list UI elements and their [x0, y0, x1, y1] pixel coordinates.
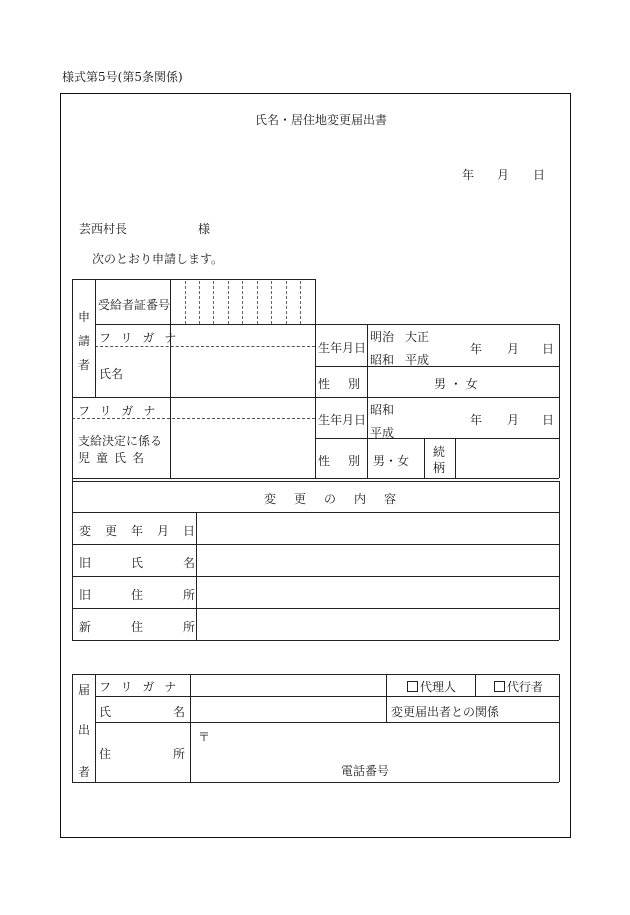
- notifier-relationship-label: 変更届出者との関係: [391, 705, 500, 719]
- change-row-date: 変更年月日: [79, 524, 210, 538]
- request-text: 次のとおり申請します。: [92, 252, 224, 266]
- rule: [72, 544, 559, 545]
- rule: [72, 512, 559, 513]
- digit-divider: [271, 281, 272, 324]
- rule: [170, 324, 171, 478]
- date-day-label: 日: [533, 168, 546, 182]
- notifier-name-label: 氏名: [99, 705, 248, 719]
- rule: [95, 279, 96, 397]
- rule: [72, 608, 559, 609]
- child-gender-options[interactable]: 男・女: [373, 454, 410, 468]
- era-meiji: 明治: [370, 330, 395, 344]
- digit-divider: [300, 281, 301, 324]
- child-relationship-label-1: 続: [433, 445, 446, 459]
- change-row-new-address: 新住所: [79, 620, 236, 634]
- changes-header: 変更の内容: [264, 492, 415, 506]
- form-number: 様式第5号(第5条関係): [62, 70, 183, 84]
- postal-mark: 〒: [198, 730, 211, 744]
- applicant-birth-day-label: 日: [542, 342, 555, 356]
- agent-option[interactable]: [494, 678, 543, 695]
- rule: [95, 696, 559, 697]
- digit-divider: [286, 281, 287, 324]
- rule: [72, 279, 316, 280]
- rule: [95, 324, 559, 325]
- date-year-label: 年: [462, 168, 475, 182]
- notifier-address-label: 住所: [99, 747, 248, 761]
- rule: [72, 481, 559, 482]
- agent-checkbox[interactable]: [494, 681, 505, 692]
- form-title: 氏名・居住地変更届出書: [255, 113, 388, 127]
- applicant-name-label-1: 氏名: [99, 367, 124, 381]
- dashed-rule: [95, 346, 315, 347]
- child-birthdate-label: 生年月日: [318, 413, 367, 427]
- agent-option-label: 代行者: [507, 680, 544, 694]
- child-era-heisei: 平成: [370, 426, 395, 440]
- digit-divider: [228, 281, 229, 324]
- rule: [72, 674, 73, 782]
- era-showa: 昭和: [370, 353, 395, 367]
- applicant-birth-month-label: 月: [507, 342, 520, 356]
- digit-divider: [257, 281, 258, 324]
- rule: [95, 722, 559, 723]
- applicant-section-label-1: 申: [78, 310, 91, 324]
- child-birth-year-label: 年: [470, 413, 483, 427]
- rule: [455, 438, 456, 478]
- child-gender-label: 性別: [318, 454, 379, 468]
- rule: [170, 279, 171, 324]
- change-row-old-name: 旧氏名: [79, 556, 236, 570]
- applicant-birth-year-label: 年: [470, 342, 483, 356]
- applicant-birthdate-label: 生年月日: [318, 341, 367, 355]
- applicant-section-label-3: 者: [78, 358, 91, 372]
- proxy-option[interactable]: [407, 678, 456, 695]
- rule: [72, 481, 73, 640]
- rule: [559, 674, 560, 782]
- rule: [315, 366, 559, 367]
- child-name-label-line2: 児童氏名: [78, 451, 151, 465]
- child-furigana-label: フリガナ: [78, 404, 166, 418]
- rule: [72, 674, 559, 675]
- rule: [72, 576, 559, 577]
- applicant-gender-options[interactable]: 男 ・ 女: [434, 377, 478, 391]
- digit-divider: [185, 281, 186, 324]
- notifier-furigana-label: フリガナ: [99, 680, 187, 694]
- digit-divider: [242, 281, 243, 324]
- applicant-gender-label: 性別: [318, 377, 379, 391]
- rule: [559, 324, 560, 478]
- notifier-section-label-2: 出: [78, 723, 91, 737]
- certificate-number-label: 受給者証番号: [98, 298, 171, 312]
- rule: [190, 674, 191, 782]
- era-taisho: 大正: [405, 330, 430, 344]
- proxy-checkbox[interactable]: [407, 681, 418, 692]
- proxy-option-label: 代理人: [420, 680, 457, 694]
- addressee-name: 芸西村長: [79, 222, 128, 236]
- digit-divider: [199, 281, 200, 324]
- child-birth-month-label: 月: [507, 413, 520, 427]
- date-month-label: 月: [497, 168, 510, 182]
- rule: [72, 478, 559, 479]
- change-row-old-address: 旧住所: [79, 588, 236, 602]
- digit-divider: [213, 281, 214, 324]
- addressee-honorific: 様: [198, 222, 211, 236]
- rule: [386, 674, 387, 722]
- rule: [72, 279, 73, 481]
- child-birth-day-label: 日: [542, 413, 555, 427]
- rule: [72, 640, 559, 641]
- notifier-section-label-1: 届: [78, 683, 91, 697]
- applicant-section-label-2: 請: [78, 334, 91, 348]
- rule: [559, 481, 560, 640]
- applicant-furigana-label: フリガナ: [99, 331, 187, 345]
- rule: [315, 438, 559, 439]
- rule: [72, 782, 559, 783]
- child-name-label-line1: 支給決定に係る: [78, 434, 163, 448]
- rule: [424, 438, 425, 478]
- era-heisei: 平成: [405, 353, 430, 367]
- child-relationship-label-2: 柄: [433, 461, 446, 475]
- phone-label: 電話番号: [341, 764, 390, 778]
- rule: [95, 674, 96, 782]
- rule: [475, 674, 476, 696]
- child-era-showa: 昭和: [370, 403, 395, 417]
- notifier-section-label-3: 者: [78, 765, 91, 779]
- rule: [315, 279, 316, 478]
